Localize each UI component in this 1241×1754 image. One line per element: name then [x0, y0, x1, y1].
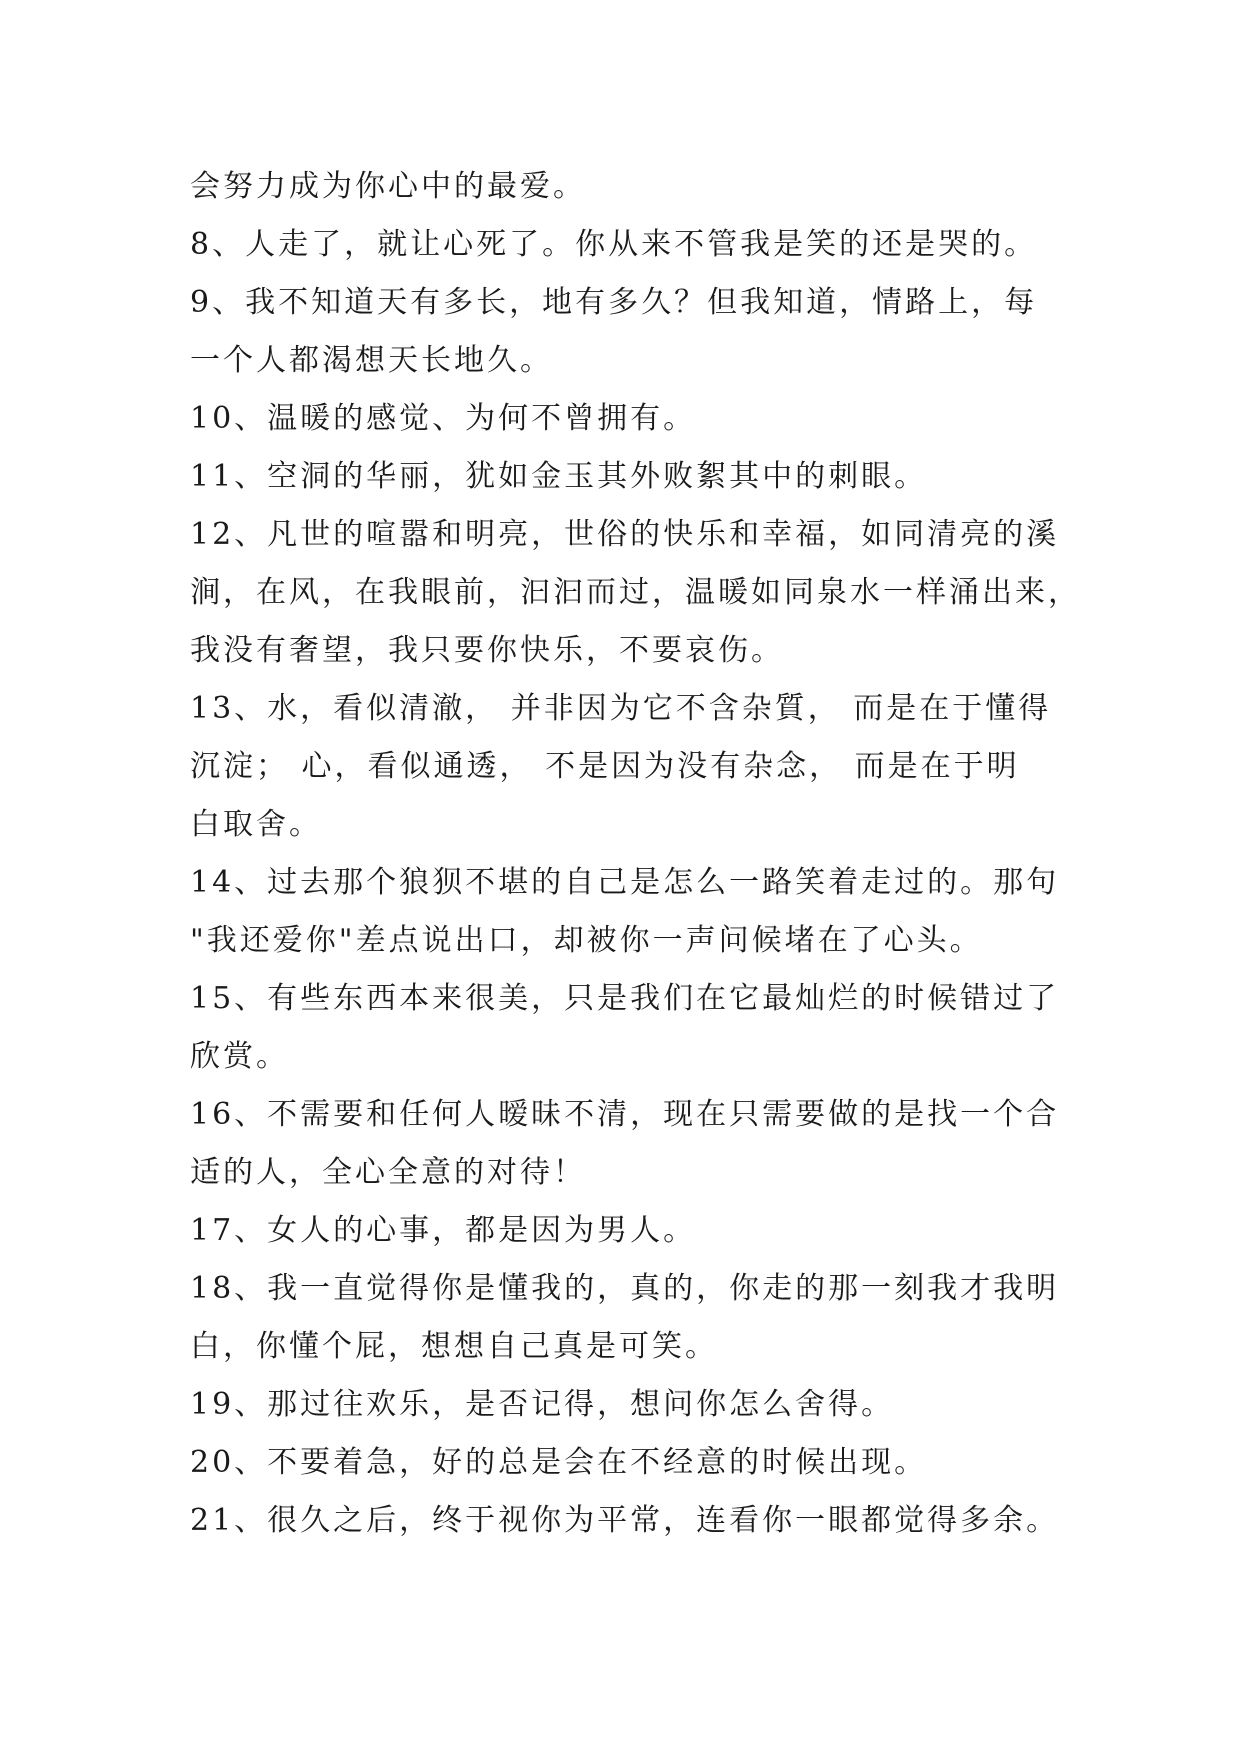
text-line: 涧，在风，在我眼前，汩汩而过，温暖如同泉水一样涌出来，	[190, 575, 1081, 610]
text-line: 一个人都渴想天长地久。	[190, 343, 553, 378]
text-line: 18、我一直觉得你是懂我的，真的，你走的那一刻我才我明	[190, 1271, 1060, 1306]
text-line: 9、我不知道天有多长，地有多久？但我知道，情路上，每	[190, 285, 1038, 320]
text-line: 13、水，看似清澈， 并非因为它不含杂質， 而是在于懂得	[190, 691, 1052, 726]
text-line: 17、女人的心事，都是因为男人。	[190, 1213, 697, 1248]
text-line: 白取舍。	[190, 807, 322, 842]
text-line: 12、凡世的喧嚣和明亮，世俗的快乐和幸福，如同清亮的溪	[190, 517, 1060, 552]
text-line: 白，你懂个屁，想想自己真是可笑。	[190, 1329, 718, 1364]
text-line: 适的人，全心全意的对待！	[190, 1155, 586, 1190]
text-line: 21、很久之后，终于视你为平常，连看你一眼都觉得多余。	[190, 1503, 1060, 1538]
text-line: 10、温暖的感觉、为何不曾拥有。	[190, 401, 697, 436]
text-line: 16、不需要和任何人暧昧不清，现在只需要做的是找一个合	[190, 1097, 1060, 1132]
document-body	[190, 158, 1090, 1550]
text-line: 15、有些东西本来很美，只是我们在它最灿烂的时候错过了	[190, 981, 1060, 1016]
text-line: "我还爱你"差点说出口，却被你一声问候堵在了心头。	[190, 923, 983, 958]
text-line: 会努力成为你心中的最爱。	[190, 169, 586, 204]
text-line: 11、空洞的华丽，犹如金玉其外败絮其中的刺眼。	[190, 459, 928, 494]
text-line: 我没有奢望，我只要你快乐，不要哀伤。	[190, 633, 784, 668]
text-line: 19、那过往欢乐，是否记得，想问你怎么舍得。	[190, 1387, 895, 1422]
text-line: 20、不要着急，好的总是会在不经意的时候出现。	[190, 1445, 928, 1480]
text-line: 14、过去那个狼狈不堪的自己是怎么一路笑着走过的。那句	[190, 865, 1060, 900]
text-line: 欣赏。	[190, 1039, 289, 1074]
text-line: 8、人走了，就让心死了。你从来不管我是笑的还是哭的。	[190, 227, 1038, 262]
text-line: 沉淀； 心，看似通透， 不是因为没有杂念， 而是在于明	[190, 749, 1020, 784]
